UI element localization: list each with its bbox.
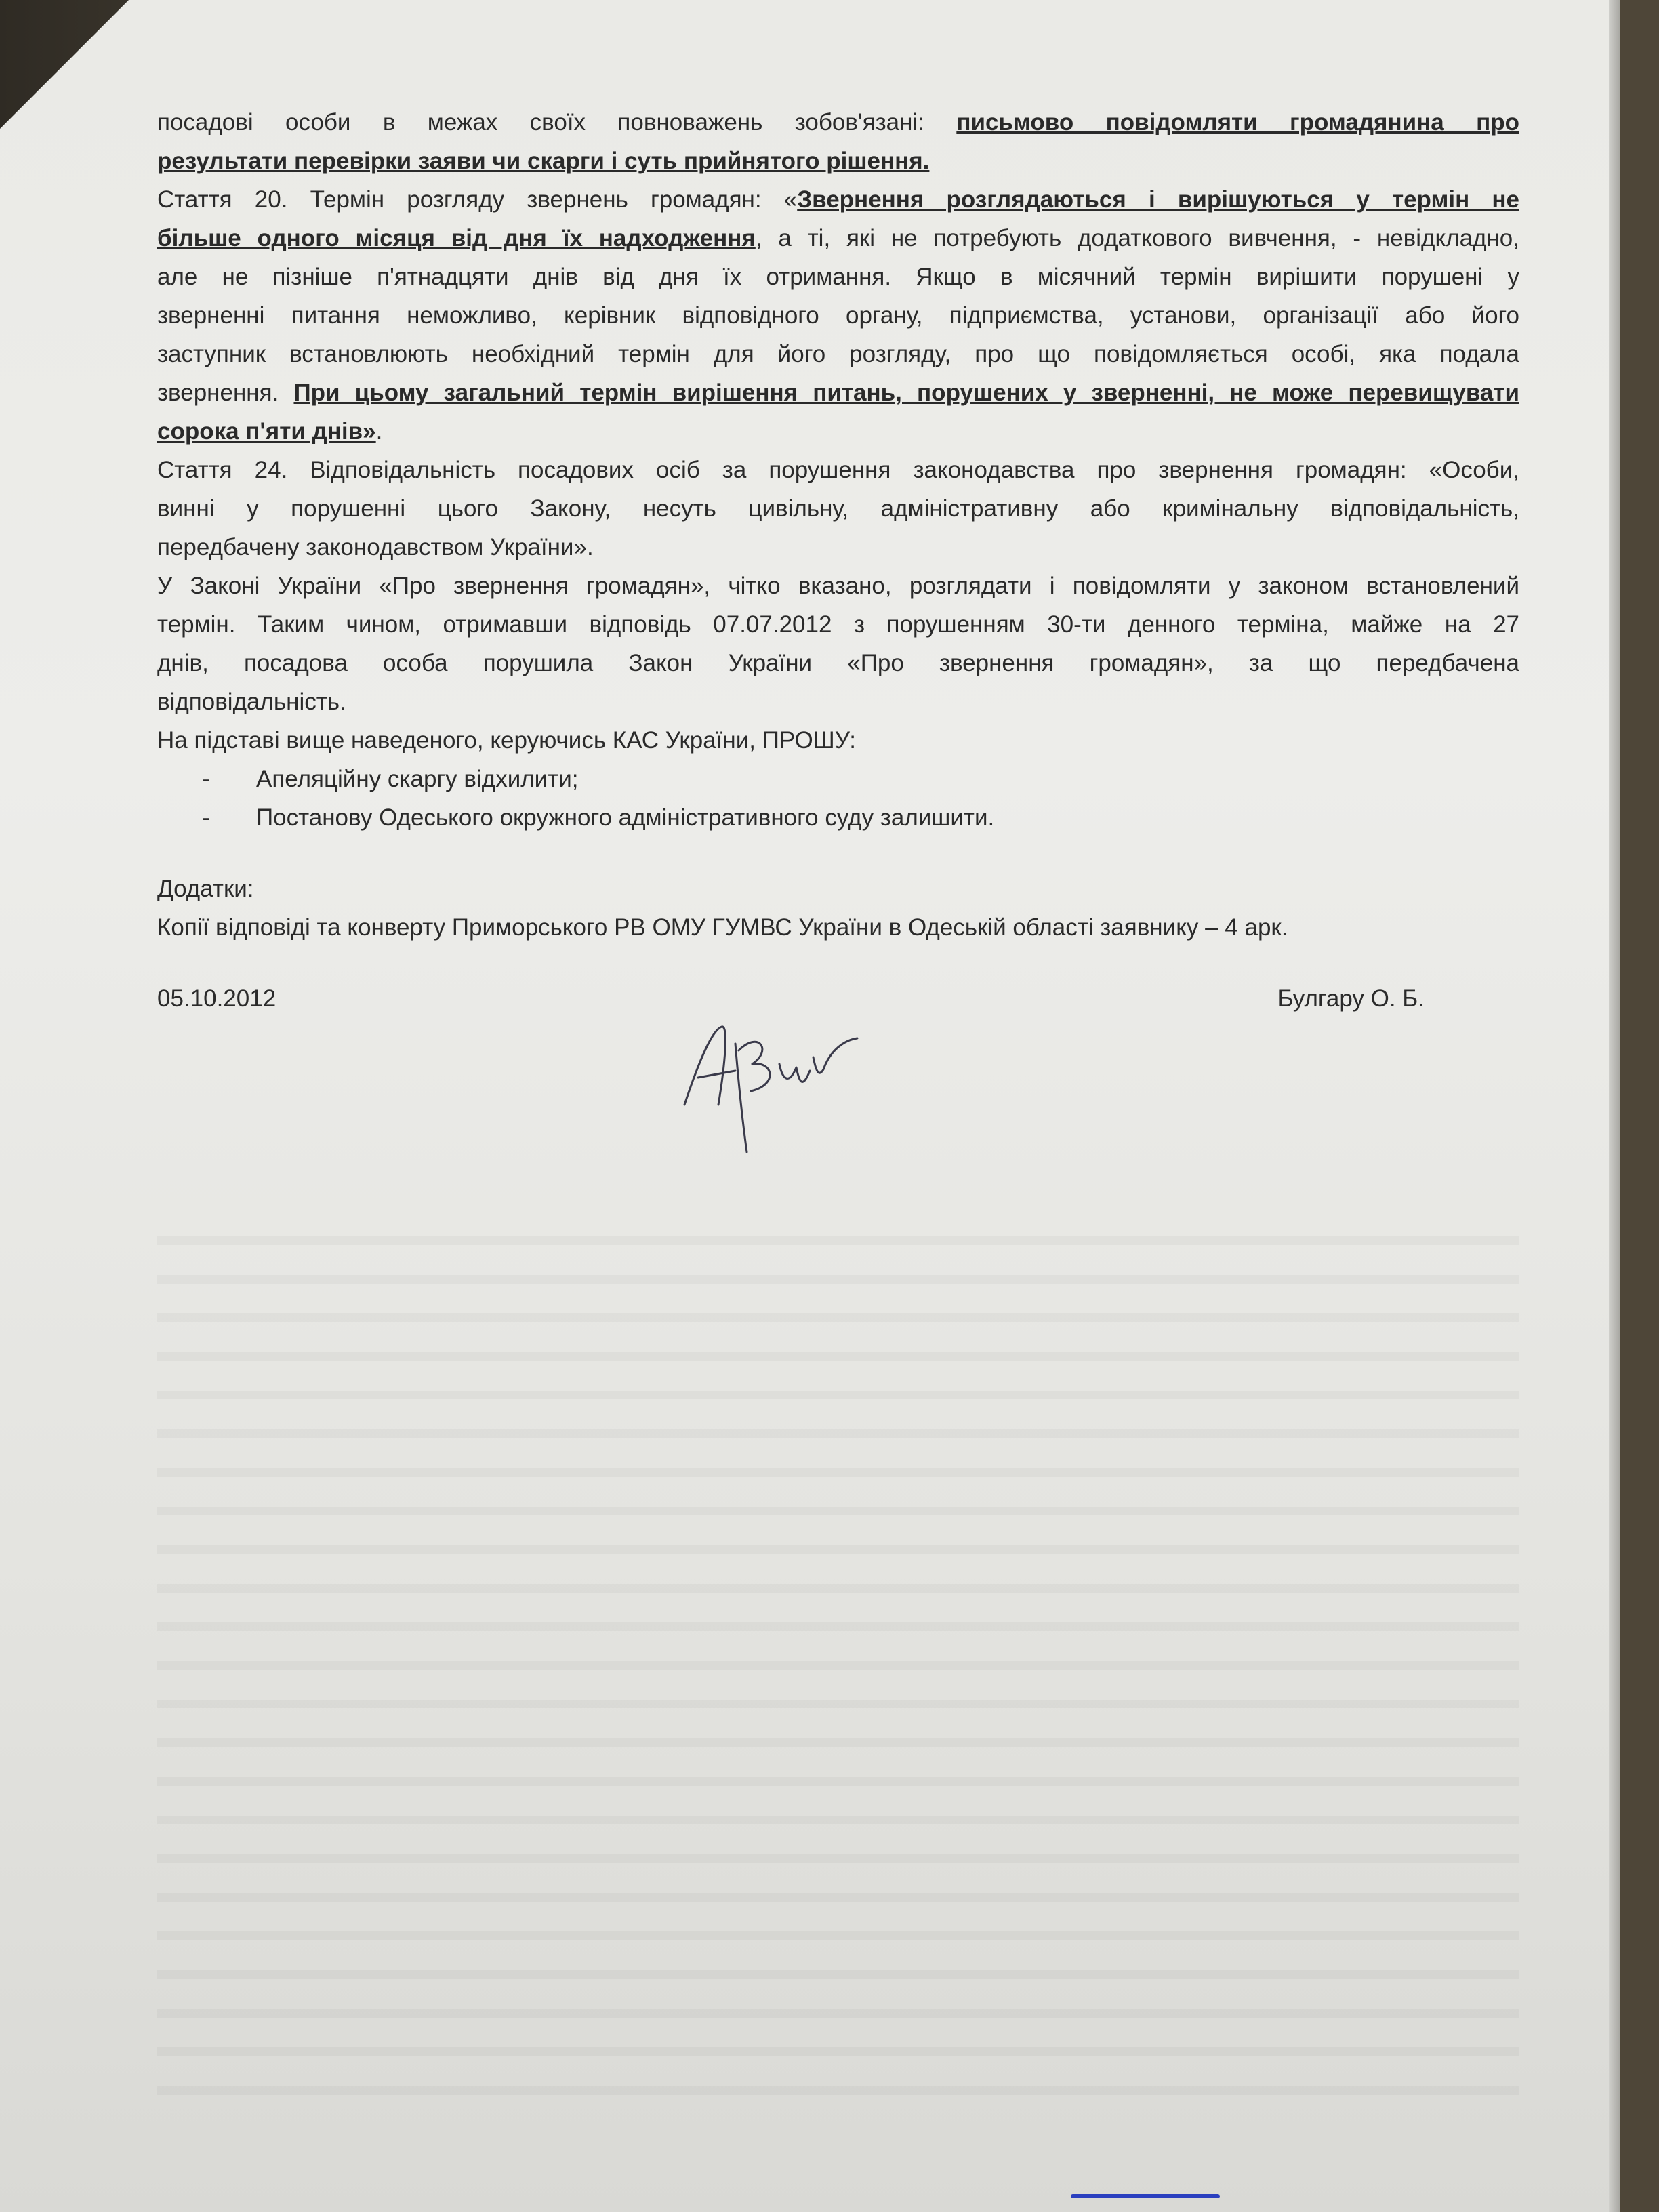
intro-line-2: результати перевірки заяви чи скарги і суть прийнятого рішення.	[157, 148, 930, 174]
signatory-name: Булгару О. Б.	[1277, 985, 1425, 1012]
list-item: - Апеляційну скаргу відхилити;	[202, 766, 579, 792]
law-para-line-1: У Законі України «Про звернення громадян», чітко вказано, розглядати і повідомляти у законом встановлений	[157, 573, 1519, 599]
blue-pen-mark	[1071, 2194, 1220, 2198]
request-line: На підставі вище наведеного, керуючись КАС України, ПРОШУ:	[157, 727, 856, 754]
law-para-line-3: днів, посадова особа порушила Закон України «Про звернення громадян», за що передбачена	[157, 650, 1519, 676]
article-20-line-2: більше одного місяця від дня їх надходження, а ті, які не потребують додаткового вивчення, - невідкладно,	[157, 225, 1519, 251]
article-20-line-1: Стаття 20. Термін розгляду звернень громадян: «Звернення розглядаються і вирішуються у термін не	[157, 186, 1519, 213]
article-20-line-6: звернення. При цьому загальний термін вирішення питань, порушених у зверненні, не може перевищувати	[157, 380, 1519, 406]
article-24-line-1: Стаття 24. Відповідальність посадових осіб за порушення законодавства про звернення громадян: «Особи,	[157, 457, 1519, 483]
attachments-text: Копії відповіді та конверту Приморського РВ ОМУ ГУМВС України в Одеській області заявнику – 4 арк.	[157, 914, 1288, 941]
intro-line-1: посадові особи в межах своїх повноважень зобов'язані: письмово повідомляти громадянина про	[157, 109, 1519, 136]
article-20-line-7: сорока п'яти днів».	[157, 418, 383, 445]
article-20-line-4: зверненні питання неможливо, керівник відповідного органу, підприємства, установи, організації або його	[157, 302, 1519, 329]
document-body	[157, 103, 1519, 1033]
attachments-title: Додатки:	[157, 876, 254, 902]
article-20-line-5: заступник встановлюють необхідний термін для його розгляду, про що повідомляється особі, яка подала	[157, 341, 1519, 367]
law-para-line-4: відповідальність.	[157, 689, 346, 715]
article-24-line-3: передбачену законодавством України».	[157, 534, 594, 560]
article-24-line-2: винні у порушенні цього Закону, несуть цивільну, адміністративну або кримінальну відповідальність,	[157, 495, 1519, 522]
request-list	[157, 760, 1519, 837]
bleed-through-text	[157, 1206, 1519, 2121]
document-date: 05.10.2012	[157, 985, 276, 1012]
handwritten-signature	[671, 1003, 861, 1159]
list-item: - Постанову Одеського окружного адміністративного суду залишити.	[202, 804, 995, 831]
law-para-line-2: термін. Таким чином, отримавши відповідь 07.07.2012 з порушенням 30-ти денного терміна, майже на 27	[157, 611, 1519, 638]
paper-stack-edge	[1609, 0, 1620, 2212]
article-20-line-3: але не пізніше п'ятнадцяти днів від дня їх отримання. Якщо в місячний термін вирішити порушені у	[157, 264, 1519, 290]
